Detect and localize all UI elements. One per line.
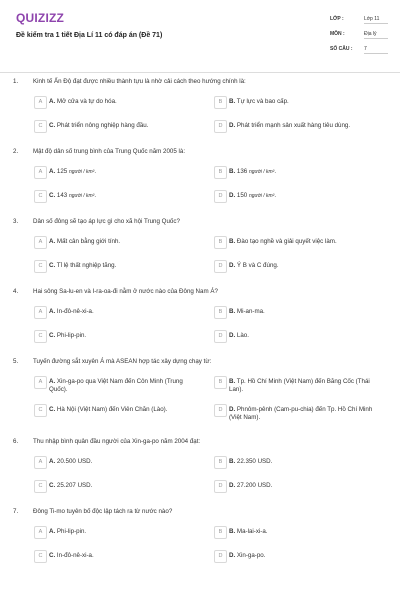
meta-count xyxy=(330,46,388,54)
option-letter-badge: C xyxy=(34,260,47,273)
option-prefix: B. xyxy=(229,308,236,315)
meta-class-label: LỚP : xyxy=(330,16,344,22)
option-prefix: D. xyxy=(229,262,236,269)
question-number: 2. xyxy=(13,148,19,155)
option-text xyxy=(49,528,201,536)
option-unit: người / km² xyxy=(248,193,275,199)
option-letter-badge: D xyxy=(214,120,227,133)
option-suffix: . xyxy=(274,192,277,199)
option-text xyxy=(49,98,201,106)
question-text: Kinh tế Ấn Độ đạt được nhiều thành tựu là nhờ cải cách theo hướng chính là: xyxy=(33,78,246,85)
question-text: Hai sông Sa-lu-en và I-ra-oa-đi nằm ở nước nào của Đông Nam Á? xyxy=(33,288,218,295)
meta-subject-value: Địa lý xyxy=(364,31,388,39)
option-letter-badge: A xyxy=(34,526,47,539)
option-body: Phnôm-pênh (Cam-pu-chia) đến Tp. Hồ Chí Minh (Việt Nam). xyxy=(229,406,373,421)
option-text xyxy=(229,168,381,177)
option-prefix: C. xyxy=(49,192,56,199)
option-letter-badge: D xyxy=(214,480,227,493)
option-prefix: A. xyxy=(49,238,56,245)
option-text xyxy=(49,308,201,316)
option-letter-badge: D xyxy=(214,260,227,273)
option-text xyxy=(229,238,381,246)
option-unit: người / km² xyxy=(68,169,95,175)
option-body: Phi-lip-pin. xyxy=(56,332,87,339)
option-body: Đào tạo nghề và giải quyết việc làm. xyxy=(236,238,337,245)
question-number: 3. xyxy=(13,218,19,225)
option-body: 27.200 USD. xyxy=(236,482,273,489)
option-prefix: D. xyxy=(229,482,236,489)
question-number: 4. xyxy=(13,288,19,295)
option-letter-badge: B xyxy=(214,376,227,389)
option-body: Lào. xyxy=(236,332,249,339)
option-suffix: . xyxy=(274,168,277,175)
option-body: 22.350 USD. xyxy=(236,458,273,465)
option-text xyxy=(49,552,201,560)
option-text xyxy=(49,122,201,130)
option-prefix: A. xyxy=(49,308,56,315)
option-body: 150 xyxy=(236,192,248,199)
header-divider xyxy=(0,72,400,73)
option-prefix: A. xyxy=(49,378,56,385)
option-body: Mất cân bằng giới tính. xyxy=(56,238,121,245)
option-prefix: B. xyxy=(229,238,236,245)
page-header xyxy=(0,0,400,70)
quizizz-logo: QUIZIZZ xyxy=(16,11,65,25)
option-body: Mở cửa và tự do hóa. xyxy=(56,98,117,105)
option-prefix: C. xyxy=(49,332,56,339)
option-letter-badge: C xyxy=(34,330,47,343)
option-prefix: A. xyxy=(49,458,56,465)
option-text xyxy=(229,122,381,130)
option-prefix: B. xyxy=(229,168,236,175)
option-prefix: D. xyxy=(229,332,236,339)
option-letter-badge: B xyxy=(214,166,227,179)
option-suffix: . xyxy=(94,168,97,175)
option-letter-badge: C xyxy=(34,120,47,133)
option-prefix: D. xyxy=(229,552,236,559)
meta-count-value: 7 xyxy=(364,46,388,54)
option-body: Hà Nội (Việt Nam) đến Viên Chăn (Lào). xyxy=(56,406,168,413)
option-body: Xin-ga-po. xyxy=(236,552,266,559)
option-prefix: C. xyxy=(49,262,56,269)
meta-subject-label: MÔN : xyxy=(330,31,345,37)
option-body: 125 xyxy=(56,168,68,175)
question-number: 6. xyxy=(13,438,19,445)
option-letter-badge: B xyxy=(214,236,227,249)
option-text xyxy=(49,238,201,246)
option-text xyxy=(49,378,201,393)
option-letter-badge: B xyxy=(214,526,227,539)
option-prefix: B. xyxy=(229,378,236,385)
option-letter-badge: C xyxy=(34,190,47,203)
option-letter-badge: A xyxy=(34,376,47,389)
option-body: Mi-an-ma. xyxy=(236,308,265,315)
question-number: 5. xyxy=(13,358,19,365)
option-body: In-đô-nê-xi-a. xyxy=(56,552,94,559)
option-text xyxy=(49,192,201,201)
option-prefix: D. xyxy=(229,122,236,129)
option-body: Phát triển mạnh sản xuất hàng tiêu dùng. xyxy=(236,122,351,129)
option-unit: người / km² xyxy=(68,193,95,199)
question-number: 7. xyxy=(13,508,19,515)
option-text xyxy=(229,552,381,560)
meta-count-label: SỐ CÂU : xyxy=(330,46,353,52)
option-text xyxy=(49,458,201,466)
option-body: Phi-lip-pin. xyxy=(56,528,87,535)
option-prefix: A. xyxy=(49,528,56,535)
option-letter-badge: B xyxy=(214,96,227,109)
option-text xyxy=(229,98,381,106)
option-letter-badge: A xyxy=(34,166,47,179)
option-body: 143 xyxy=(56,192,68,199)
option-text xyxy=(49,168,201,177)
meta-class-value: Lớp 11 xyxy=(364,16,388,24)
option-text xyxy=(229,192,381,201)
option-prefix: C. xyxy=(49,122,56,129)
option-text xyxy=(229,332,381,340)
option-text xyxy=(229,458,381,466)
question-number: 1. xyxy=(13,78,19,85)
option-letter-badge: B xyxy=(214,306,227,319)
question-text: Thu nhập bình quân đầu người của Xin-ga-po năm 2004 đạt: xyxy=(33,438,201,445)
option-body: In-đô-nê-xi-a. xyxy=(56,308,94,315)
option-prefix: C. xyxy=(49,482,56,489)
option-letter-badge: D xyxy=(214,550,227,563)
option-prefix: A. xyxy=(49,98,56,105)
option-body: Tp. Hồ Chí Minh (Việt Nam) đến Băng Cốc (Thái Lan). xyxy=(229,378,370,393)
option-body: Xin-ga-po qua Việt Nam đến Côn Minh (Trung Quốc). xyxy=(49,378,183,393)
option-prefix: B. xyxy=(229,98,236,105)
option-text xyxy=(229,378,381,393)
option-text xyxy=(49,332,201,340)
option-body: Ý B và C đúng. xyxy=(236,262,279,269)
question-text: Tuyến đường sắt xuyên Á mà ASEAN hợp tác xây dựng chạy từ: xyxy=(33,358,212,365)
option-letter-badge: C xyxy=(34,550,47,563)
option-letter-badge: A xyxy=(34,96,47,109)
option-letter-badge: C xyxy=(34,480,47,493)
question-text: Đông Ti-mo tuyên bố độc lập tách ra từ nước nào? xyxy=(33,508,173,515)
option-prefix: C. xyxy=(49,552,56,559)
option-prefix: A. xyxy=(49,168,56,175)
option-text xyxy=(229,308,381,316)
option-prefix: D. xyxy=(229,192,236,199)
option-body: Tự lực và bao cấp. xyxy=(236,98,289,105)
option-letter-badge: A xyxy=(34,236,47,249)
page-title: Đề kiểm tra 1 tiết Địa Lí 11 có đáp án (Đề 71) xyxy=(16,32,163,39)
option-prefix: B. xyxy=(229,458,236,465)
option-prefix: B. xyxy=(229,528,236,535)
option-letter-badge: D xyxy=(214,330,227,343)
option-body: Tỉ lệ thất nghiệp tăng. xyxy=(56,262,117,269)
option-prefix: C. xyxy=(49,406,56,413)
option-unit: người / km² xyxy=(248,169,275,175)
meta-class xyxy=(330,16,388,24)
option-body: Ma-lai-xi-a. xyxy=(236,528,268,535)
question-text: Dân số đông sẽ tạo áp lực gì cho xã hội Trung Quốc? xyxy=(33,218,180,225)
option-text xyxy=(49,406,201,414)
option-body: Phát triển nông nghiệp hàng đầu. xyxy=(56,122,149,129)
option-suffix: . xyxy=(94,192,97,199)
option-body: 25.207 USD. xyxy=(56,482,93,489)
option-letter-badge: B xyxy=(214,456,227,469)
option-text xyxy=(229,406,381,421)
option-letter-badge: D xyxy=(214,190,227,203)
option-letter-badge: A xyxy=(34,456,47,469)
option-text xyxy=(229,262,381,270)
option-prefix: D. xyxy=(229,406,236,413)
option-letter-badge: A xyxy=(34,306,47,319)
option-body: 136 xyxy=(236,168,248,175)
option-text xyxy=(49,482,201,490)
option-letter-badge: C xyxy=(34,404,47,417)
question-text: Mật độ dân số trung bình của Trung Quốc năm 2005 là: xyxy=(33,148,186,155)
option-letter-badge: D xyxy=(214,404,227,417)
meta-subject xyxy=(330,31,388,39)
option-text xyxy=(49,262,201,270)
option-body: 20.500 USD. xyxy=(56,458,93,465)
option-text xyxy=(229,528,381,536)
option-text xyxy=(229,482,381,490)
